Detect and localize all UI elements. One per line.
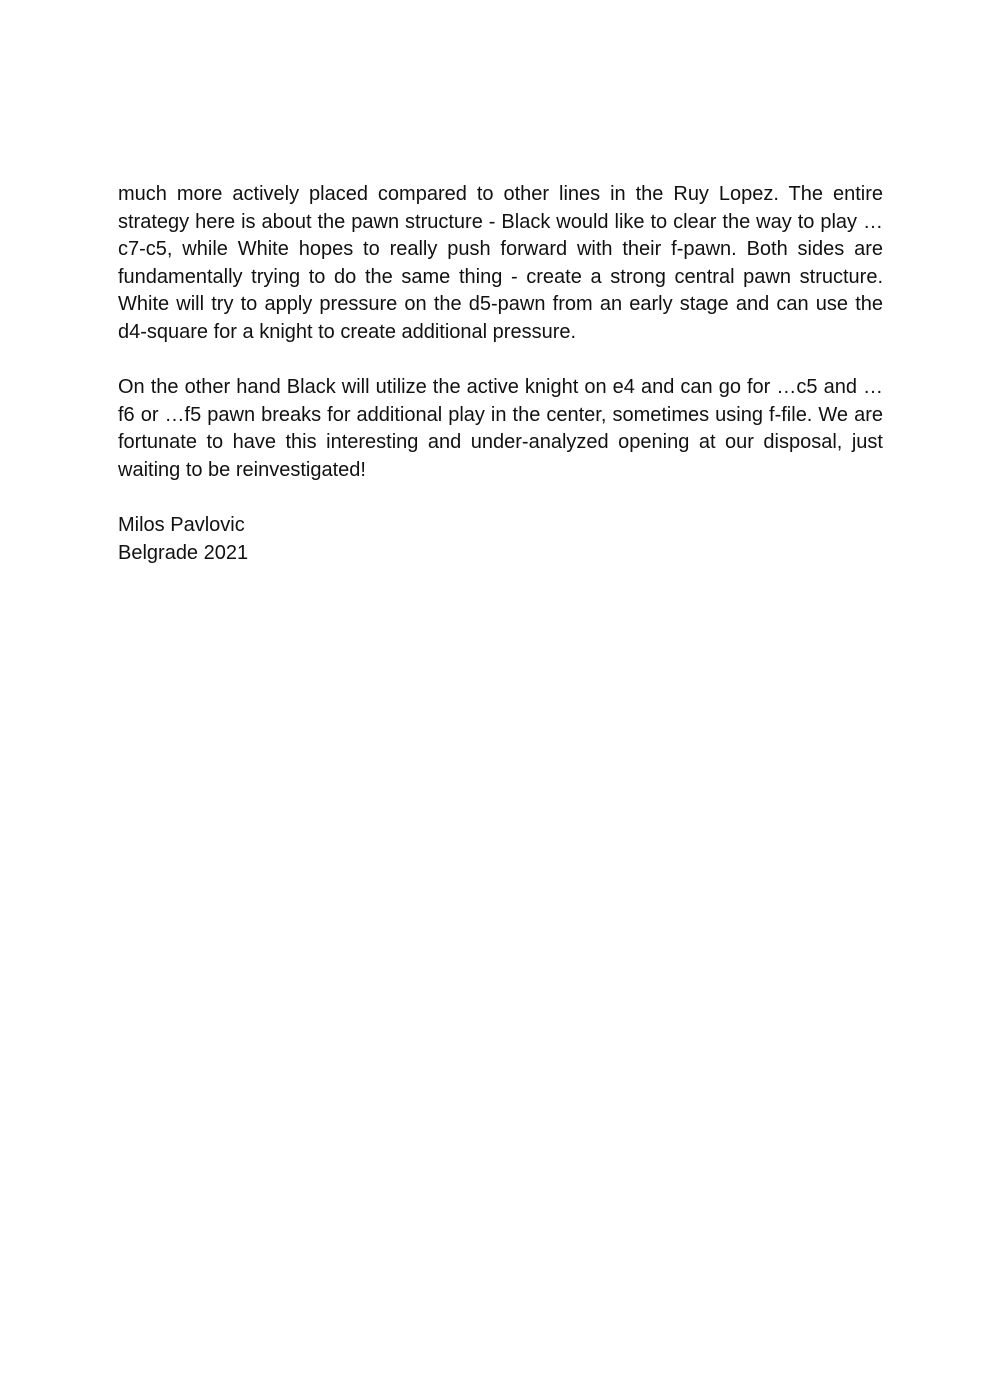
paragraph-2: On the other hand Black will utilize the active knight on e4 and can go for …c5 and …f6 or …f5 pawn breaks for additional play in the center, sometimes using f-file. We are fortunate to have this interesting and under-analyzed opening at our disposal, just waiting to be reinvestigated! — [118, 376, 883, 481]
paragraph-1: much more actively placed compared to other lines in the Ruy Lopez. The entire strategy here is about the pawn structure - Black would like to clear the way to play …c7-c5, while White hopes to really push forward with their f-pawn. Both sides are fundamentally trying to do the same thing - create a strong central pawn structure. White will try to apply pressure on the d5-pawn from an early stage and can use the d4-square for a knight to create additional pressure. — [118, 183, 883, 343]
signature-block — [118, 512, 883, 567]
document-body — [118, 181, 883, 567]
author-name: Milos Pavlovic — [118, 514, 245, 537]
place-date: Belgrade 2021 — [118, 541, 249, 564]
